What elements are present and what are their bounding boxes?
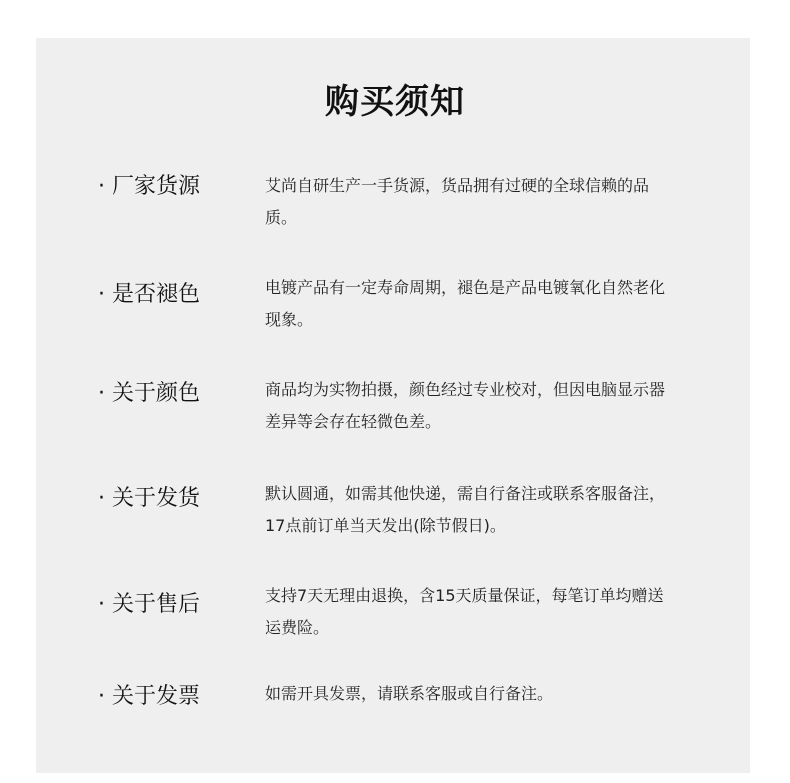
notice-desc-shipping: 默认圆通，如需其他快递，需自行备注或联系客服备注，17点前订单当天发出(除节假日)。 (265, 484, 666, 535)
notice-label-invoice: · 关于发票 (98, 684, 200, 709)
page-title: 购买须知 (325, 82, 465, 122)
notice-desc-after-sales: 支持7天无理由退换，含15天质量保证，每笔订单均赠送运费险。 (265, 586, 664, 637)
notice-desc-color: 商品均为实物拍摄，颜色经过专业校对，但因电脑显示器差异等会存在轻微色差。 (265, 380, 666, 431)
notice-label-color: · 关于颜色 (98, 381, 200, 406)
notice-desc-invoice: 如需开具发票，请联系客服或自行备注。 (265, 684, 554, 703)
notice-desc-source: 艾尚自研生产一手货源，货品拥有过硬的全球信赖的品质。 (265, 176, 650, 227)
notice-label-after-sales: · 关于售后 (98, 592, 200, 617)
notice-label-shipping: · 关于发货 (98, 486, 200, 511)
notice-label-fading: · 是否褪色 (98, 282, 200, 307)
notice-label-source: · 厂家货源 (98, 174, 200, 199)
notice-desc-fading: 电镀产品有一定寿命周期，褪色是产品电镀氧化自然老化现象。 (265, 278, 666, 329)
